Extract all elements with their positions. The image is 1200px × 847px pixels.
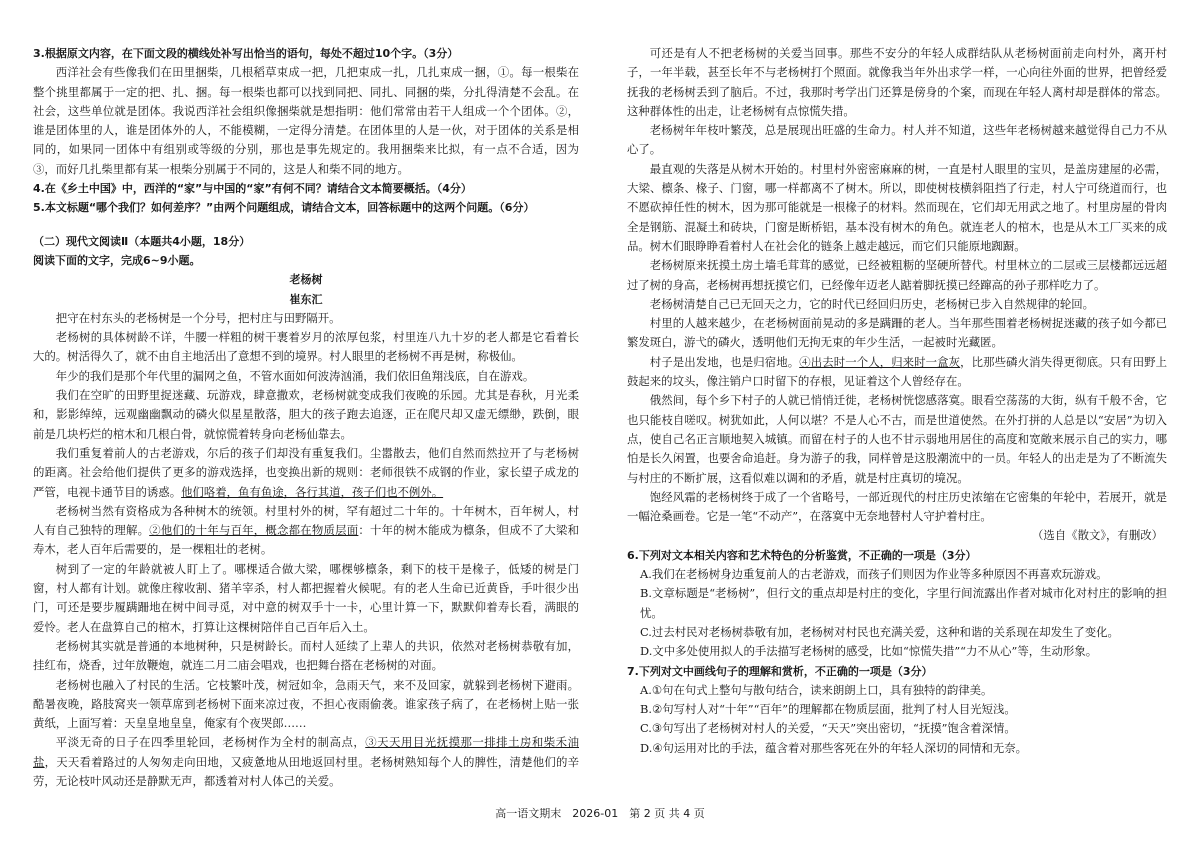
left-column (33, 44, 579, 791)
question-6-option-b: B.文章标题是“老杨树”，但行文的重点却是村庄的变化，字里行间流露出作者对城市化对村庄的影响的担忧。 (640, 586, 1167, 620)
article-paragraph: 老杨树年年枝叶繁茂，总是展现出旺盛的生命力。村人并不知道，这些年老杨树越来越觉得自己力不从心了。 (627, 123, 1167, 157)
question-7-title: 7.下列对文中画线句子的理解和赏析，不正确的一项是（3分） (627, 664, 933, 678)
question-6-option-a: A.我们在老杨树身边重复前人的古老游戏，而孩子们则因为作业等多种原因不再喜欢玩游戏。 (640, 567, 1108, 582)
article-paragraph: 树到了一定的年龄就被人盯上了。哪棵适合做大梁，哪棵够檩条，剩下的枝干是椽子，低矮的树是门窗，村人都有计划。就像庄稼收割、猪羊宰杀，村人都把握着火候呢。有的老人生命已近黄昏，手叶很少出门，可还是要步履蹒跚地在树中间寻觅，对中意的树双手十一卡，心里计算一下，默默仰着寿长看，满眼的爱怜。老人在盘算自己的棺木，打算让这棵树陪伴自己百年后入土。 (33, 561, 579, 634)
section-2-title: （二）现代文阅读Ⅱ（本题共4小题，18分） (33, 234, 251, 248)
underlined-sentence-4: ④出去时一个人，归来时一盒灰 (799, 354, 961, 369)
article-paragraph (33, 444, 579, 502)
text-segment: 平淡无奇的日子在四季里轮回，老杨树作为全村的制高点， (55, 735, 366, 750)
article-paragraph (627, 353, 1167, 392)
section-2-instruction: 阅读下面的文字，完成6~9小题。 (33, 253, 201, 267)
text-segment: ：十年的树木能成为檩条，但成不了大梁和寿木，老人百年后需要的，是一棵粗壮的老树。 (33, 523, 579, 557)
article-paragraph (33, 502, 579, 560)
underlined-sentence-1: 他们咯着，鱼有鱼途，各行其道，孩子们也不例外。 (181, 484, 444, 499)
article-paragraph: 我们在空旷的田野里捉迷藏、玩游戏，肆意撒欢，老杨树就变成我们夜晚的乐园。尤其是春秋，月光柔和，影影绰绰，远观幽幽飘动的磷火似星星散落，胆大的孩子跑去追逐，正在爬尺却又虚无缥缈，跌倒，眼前是几块朽烂的棺木和几根白骨，就惊慌着转身向老杨仙靠去。 (33, 388, 579, 441)
text-segment: 老杨树当然有资格成为各种树木的统领。村里村外的树，罕有超过二十年的。十年树木，百年树人，村人有自己独特的理解。 (33, 503, 579, 538)
question-6-option-d: D.文中多处使用拟人的手法描写老杨树的感受，比如“惊慌失措”“力不从心”等，生动形象。 (640, 644, 1098, 659)
question-7-option-b: B.②句写村人对“十年”“百年”的理解都在物质层面，批判了村人目光短浅。 (640, 702, 1016, 717)
question-4: 4.在《乡土中国》中，西洋的“家”与中国的“家”有何不同？请结合文本简要概括。（4分） (33, 182, 472, 196)
article-source: （选自《散文》，有删改） (1032, 528, 1163, 543)
question-6-title: 6.下列对文本相关内容和艺术特色的分析鉴赏，不正确的一项是（3分） (627, 548, 977, 562)
article-paragraph: 老杨树原来抚摸土房土墙毛茸茸的感觉，已经被粗粝的坚硬所替代。村里林立的二层或三层楼都远远超过了树的身高，老杨树再想抚摸它们，已经像年迈老人踮着脚抚摸已经蹿高的孙子那样吃力了。 (627, 258, 1167, 292)
article-paragraph: 老杨树也融入了村民的生活。它枝繁叶茂，树冠如伞，急雨天气，来不及回家，就躲到老杨树下避雨。酷暑夜晚，路肢窝夹一领草席到老杨树下面来凉过夜，不担心夜雨偷袭。谁家孩子病了，在老杨树上贴一张黄纸，上面写着：天皇皇地皇皇，俺家有个夜哭郎…… (33, 677, 579, 731)
article-title: 老杨树 (289, 273, 323, 287)
article-paragraph: 老杨树清楚自己已无回天之力，它的时代已经回归历史，老杨树已步入自然规律的轮回。 (649, 296, 1095, 311)
question-3-title: 3.根据原文内容，在下面文段的横线处补写出恰当的语句，每处不超过10个字。（3分） (33, 47, 459, 60)
text-segment: 我们重复着前人的古老游戏，尔后的孩子们却没有重复我们。尘嚣散去，他们自然而然拉开了与老杨树的距离。社会给他们提供了更多的游戏选择，也变换出新的规则：老师很铁不成钢的作业，家长望子成龙的严管，电视卡通节目的诱惑。 (33, 445, 579, 499)
article-paragraph: 老杨树其实就是普通的本地树种，只是树龄长。而村人延续了上辈人的共识，依然对老杨树恭敬有加，挂红布，烧香，过年放鞭炮，就连二月二庙会唱戏，也把舞台搭在老杨树的对面。 (33, 638, 579, 673)
article-paragraph: 村里的人越来越少，在老杨树面前晃动的多是蹒跚的老人。当年那些围着老杨树捉迷藏的孩子如今都已繁发斑白，游弋的磷火，透明他们无拘无束的年少生活，一起被时光藏匿。 (627, 316, 1167, 350)
article-paragraph: 饱经风霜的老杨树终于成了一个省略号，一部近现代的村庄历史浓缩在它密集的年轮中，若展开，就是一幅沧桑画卷。它是一笔“不动产”，在落寞中无奈地替村人守护着村庄。 (627, 489, 1167, 524)
text-segment: ，天天看着路过的人匆匆走向田地，又疲惫地从田地返回村里。老杨树熟知每个人的脾性，清楚他们的辛劳，无论枝叶风动还是静默无声，都透着对村人体己的关爱。 (33, 754, 579, 788)
article-paragraph: 俄然间，每个乡下村子的人就已悄悄迁徙，老杨树恍惚感落寞。眼看空荡荡的大街，纵有千般不舍，它也只能枝自嗟叹。树犹如此，人何以堪？不是人心不古，而是世道使然。在外打拼的人总是以“安居”为切入点，使自己名正言顺地契入城镇。而留在村子的人也不甘示弱地用居住的高度和宽敞来展示自己的实力，哪怕是长久闲置，也要舍命追赶。身为游子的我，同样曾是这股潮流中的一员。年轻人的出走是为了不断流失与村庄的不断扩展，这看似难以调和的矛盾，就是村庄真切的境况。 (627, 393, 1167, 485)
page-footer: 高一语文期末 2026-01 第 2 页 共 4 页 (495, 807, 705, 820)
right-column (627, 44, 1167, 758)
underlined-sentence-2: ②他们的十年与百年，概念都在物质层面 (149, 523, 359, 538)
question-7-option-c: C.③句写出了老杨树对村人的关爱，“天天”突出密切，“抚摸”饱含着深情。 (640, 721, 1016, 736)
text-segment: 村子是出发地，也是归宿地。 (649, 354, 800, 369)
question-7-option-d: D.④句运用对比的手法，蕴含着对那些客死在外的年轻人深切的同情和无奈。 (640, 740, 1028, 755)
article-paragraph: 可还是有人不把老杨树的关爱当回事。那些不安分的年轻人成群结队从老杨树面前走向村外，离开村子，一年半载，甚至长年不与老杨树打个照面。就像我当年外出求学一样，一心向往外面的世界，把曾经爱抚我的老杨树丢到了脑后。不过，我那时考学出门还算是傍身的个案，而现在年轻人离村却是群体的常态。这种群体性的出走，让老杨树有点惊慌失措。 (627, 46, 1167, 118)
article-paragraph: 老杨树的具体树龄不详，牛腰一样粗的树干裹着岁月的浓厚包浆，村里连八九十岁的老人都是它看着长大的。树活得久了，就不由自主地活出了意想不到的境界。村人眼里的老杨树不再是树，称极仙。 (33, 330, 579, 364)
question-7-option-a: A.①句在句式上整句与散句结合，读来朗朗上口，具有独特的韵律美。 (640, 682, 993, 697)
article-paragraph (33, 733, 579, 791)
underlined-sentence-3: ③天天用目光抚摸那一排排土房和柴禾油盐 (33, 735, 579, 769)
article-paragraph: 年少的我们是那个年代里的漏网之鱼，不管水面如何波涛汹涌，我们依旧鱼翔浅底，自在游戏。 (55, 368, 535, 383)
article-author: 崔东汇 (289, 292, 323, 306)
article-paragraph: 最直观的失落是从树木开始的。村里村外密密麻麻的树，一直是村人眼里的宝贝，是盖房建屋的必需，大梁、檩条、椽子、门窗，哪一样都离不了树木。所以，即使树枝横斜阻挡了行走，村人宁可绕道而行，也不愿砍掉任性的树木，因为那可能就是一根椽子的材料。然而现在，它们却无用武之地了。村里房屋的骨肉全是钢筋、混凝土和砖块，门窗是断桥铝，基本没有树木的角色。就连老人的棺木，也是从木工厂买来的成品。树木们眼睁睁看着村人在社会化的链条上越走越远，而它们只能原地踟蹰。 (627, 161, 1167, 253)
question-5: 5.本文标题“哪个我们？如何差序？”由两个问题组成，请结合文本，回答标题中的这两个问题。（6分） (33, 201, 535, 215)
article-paragraph: 把守在村东头的老杨树是一个分号，把村庄与田野隔开。 (55, 310, 341, 325)
text-segment: ，比那些磷火消失得更彻底。只有田野上鼓起来的坟头，像注销户口时留下的存根，见证着这个人曾经存在。 (627, 354, 1167, 389)
question-6-option-c: C.过去村民对老杨树恭敬有加，老杨树对村民也充满关爱，这种和谐的关系现在却发生了变化。 (640, 624, 1119, 639)
question-3-passage: 西洋社会有些像我们在田里捆柴，几根稻草束成一把，几把束成一扎，几扎束成一捆，①。每一根柴在整个挑里都属于一定的把、扎、捆。每一根柴也都可以找到同把、同扎、同捆的柴，分扎得清楚不会乱。在社会，这些单位就是团体。我说西洋社会组织像捆柴就是想指明：他们常常由若干人组成一个个团体。②，谁是团体里的人，谁是团体外的人，不能模糊，一定得分清楚。在团体里的人是一伙，对于团体的关系是相同的，如果同一团体中有组别或等级的分别，那也是事先规定的。我用捆柴来比拟，有一点不合适，因为③，而好几扎柴里都有某一根柴分别属于不同的，这是人和柴不同的地方。 (33, 65, 579, 176)
